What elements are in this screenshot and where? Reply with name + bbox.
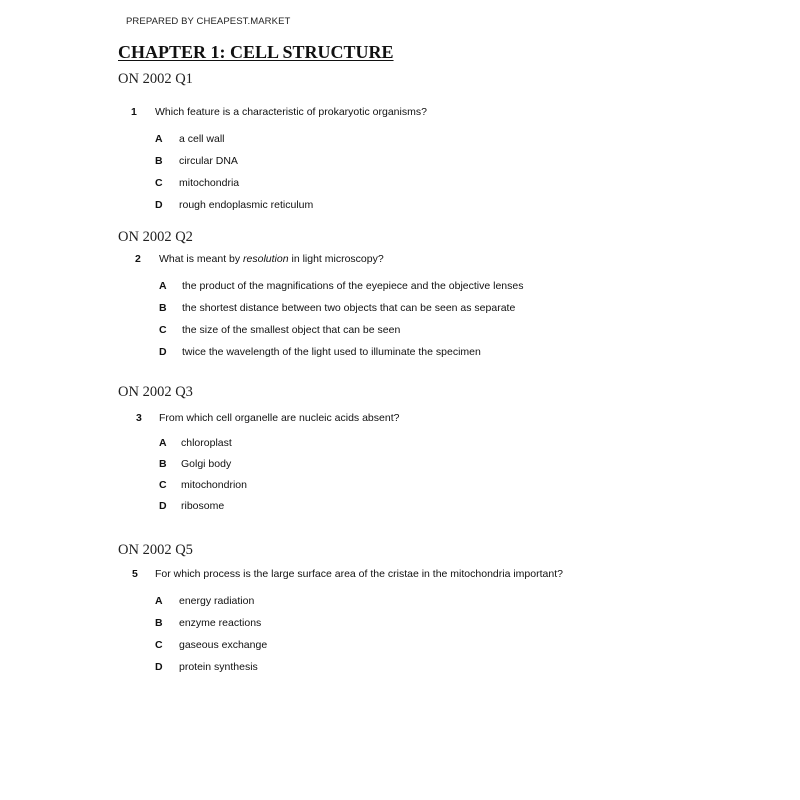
question-text (155, 568, 563, 580)
option-text: a cell wall (179, 133, 225, 145)
question-text-part: in light microscopy? (288, 253, 384, 265)
option-letter: C (155, 639, 163, 651)
option-text: protein synthesis (179, 661, 258, 673)
section-heading-q5: ON 2002 Q5 (118, 542, 193, 558)
option-text: ribosome (181, 500, 225, 512)
option-text: the product of the magnifications of the eyepiece and the objective lenses (182, 280, 524, 292)
option-letter: B (159, 458, 167, 470)
chapter-title: CHAPTER 1: CELL STRUCTURE (118, 42, 394, 62)
option-text: circular DNA (179, 155, 238, 167)
option-text: enzyme reactions (179, 617, 262, 629)
option-letter: C (159, 479, 167, 491)
option-letter: A (155, 595, 163, 607)
option-text: the size of the smallest object that can be seen (182, 324, 401, 336)
option-text: mitochondrion (181, 479, 247, 491)
question-text-part: What is meant by (159, 253, 244, 265)
question-text (159, 253, 384, 265)
option-letter: D (159, 500, 167, 512)
question-number: 3 (136, 412, 142, 424)
option-letter: A (155, 133, 163, 145)
option-letter: B (155, 155, 163, 167)
section-heading-q1: ON 2002 Q1 (118, 71, 193, 87)
option-letter: A (159, 280, 167, 292)
question-text (155, 106, 427, 118)
option-letter: D (159, 346, 167, 358)
question-text-italic: resolution (243, 253, 289, 265)
option-text: gaseous exchange (179, 639, 268, 651)
option-letter: B (159, 302, 167, 314)
option-letter: D (155, 661, 163, 673)
section-heading-q3: ON 2002 Q3 (118, 384, 193, 400)
section-heading-q2: ON 2002 Q2 (118, 229, 193, 245)
question-number: 5 (132, 568, 138, 580)
option-text: rough endoplasmic reticulum (179, 199, 314, 211)
question-text-part: Which feature is a characteristic of prokaryotic organisms? (155, 106, 427, 118)
option-text: chloroplast (181, 437, 232, 449)
option-text: mitochondria (179, 177, 240, 189)
option-letter: D (155, 199, 163, 211)
option-text: Golgi body (181, 458, 232, 470)
option-text: energy radiation (179, 595, 255, 607)
option-letter: A (159, 437, 167, 449)
question-text-part: For which process is the large surface area of the cristae in the mitochondria important? (155, 568, 563, 580)
prepared-by-header: PREPARED BY CHEAPEST.MARKET (126, 16, 291, 27)
option-letter: C (155, 177, 163, 189)
option-text: the shortest distance between two objects that can be seen as separate (182, 302, 516, 314)
option-letter: C (159, 324, 167, 336)
question-text (159, 412, 399, 424)
question-number: 2 (135, 253, 141, 265)
option-letter: B (155, 617, 163, 629)
question-number: 1 (131, 106, 137, 118)
option-text: twice the wavelength of the light used to illuminate the specimen (182, 346, 481, 358)
question-text-part: From which cell organelle are nucleic acids absent? (159, 412, 400, 424)
